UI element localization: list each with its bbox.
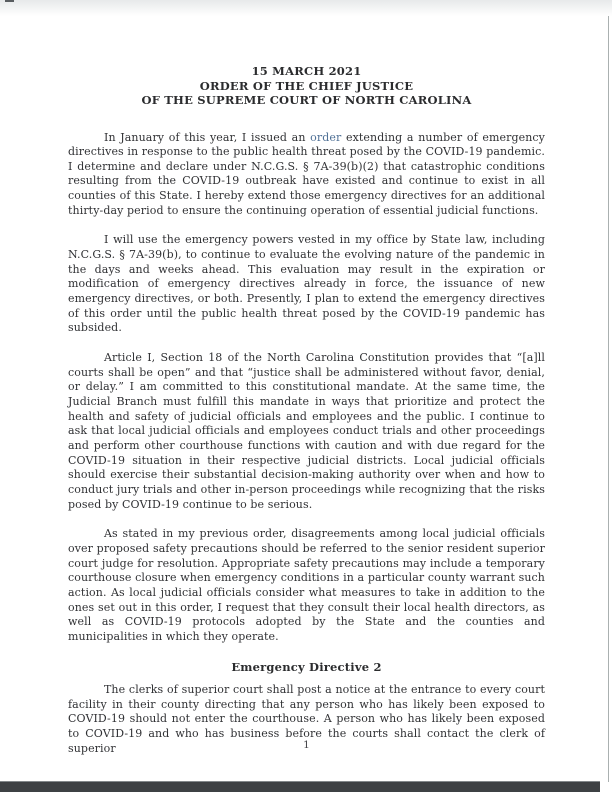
section-heading-emergency-directive-2: Emergency Directive 2 xyxy=(231,659,382,674)
paragraph-2: I will use the emergency powers vested in my office by State law, including N.C.G.S. § 7A-39(b), to continue to evaluate the evolving nature of the pandemic in the days and weeks ahead. This evaluation may result in the expiration or modification of emergency directives already in force, the issuance of new emergency directives, or both. Presently, I plan to extend the emergency directives of this order until the public health threat posed by the COVID-19 pandemic has subsided. xyxy=(68,233,545,335)
paragraph-5: The clerks of superior court shall post a notice at the entrance to every court facility in their county directing that any person who has likely been exposed to COVID-19 should not enter the courthouse. A person who has likely been exposed to COVID-19 and who has business before the courts shall contact the clerk of superior xyxy=(68,683,545,755)
order-title-line-2: OF THE SUPREME COURT OF NORTH CAROLINA xyxy=(141,93,472,107)
paragraph-1-text-continued: extending a number of emergency directives in response to the public health threat posed by the COVID-19 pandemic. I determine and declare under N.C.G.S. § 7A-39(b)(2) that catastrophic conditions resulting from the COVID-19 outbreak have existed and continue to exist in all counties of this State. I hereby extend those emergency directives for an additional thirty-day period to ensure the continuing operation of essential judicial functions. xyxy=(68,130,545,217)
document-header xyxy=(68,0,545,108)
order-title-line-1: ORDER OF THE CHIEF JUSTICE xyxy=(199,78,414,93)
page-number: 1 xyxy=(303,739,310,751)
order-date: 15 MARCH 2021 xyxy=(251,64,362,78)
paragraph-4: As stated in my previous order, disagreements among local judicial officials over proposed safety precautions should be referred to the senior resident superior court judge for resolution. Appropriate safety precautions may include a temporary courthouse closure when emergency conditions in a particular county warrant such action. As local judicial officials consider what measures to take in addition to the ones set out in this order, I request that they consult their local health directors, as well as COVID-19 protocols adopted by the State and the counties and municipalities in which they operate. xyxy=(68,527,545,643)
document-content xyxy=(68,0,545,771)
scan-artifact-bottom-bar xyxy=(0,781,600,792)
paragraph-3: Article I, Section 18 of the North Carolina Constitution provides that “[a]ll courts shall be open” and that “justice shall be administered without favor, denial, or delay.” I am committed to this constitutional mandate. At the same time, the Judicial Branch must fulfill this mandate in ways that prioritize and protect the health and safety of judicial officials and employees and the public. I continue to ask that local judicial officials and employees conduct trials and other proceedings and perform other courthouse functions with caution and with due regard for the COVID-19 situation in their respective judicial districts. Local judicial officials should exercise their substantial decision-making authority over when and how to conduct jury trials and other in-person proceedings while recognizing that the risks posed by COVID-19 continue to be serious. xyxy=(68,351,545,511)
scan-artifact-right-line xyxy=(608,16,609,782)
scan-artifact-notch xyxy=(5,0,14,2)
paragraph-1 xyxy=(68,131,545,219)
order-link[interactable]: order xyxy=(310,130,342,144)
paragraph-1-text: In January of this year, I issued an xyxy=(104,130,311,144)
